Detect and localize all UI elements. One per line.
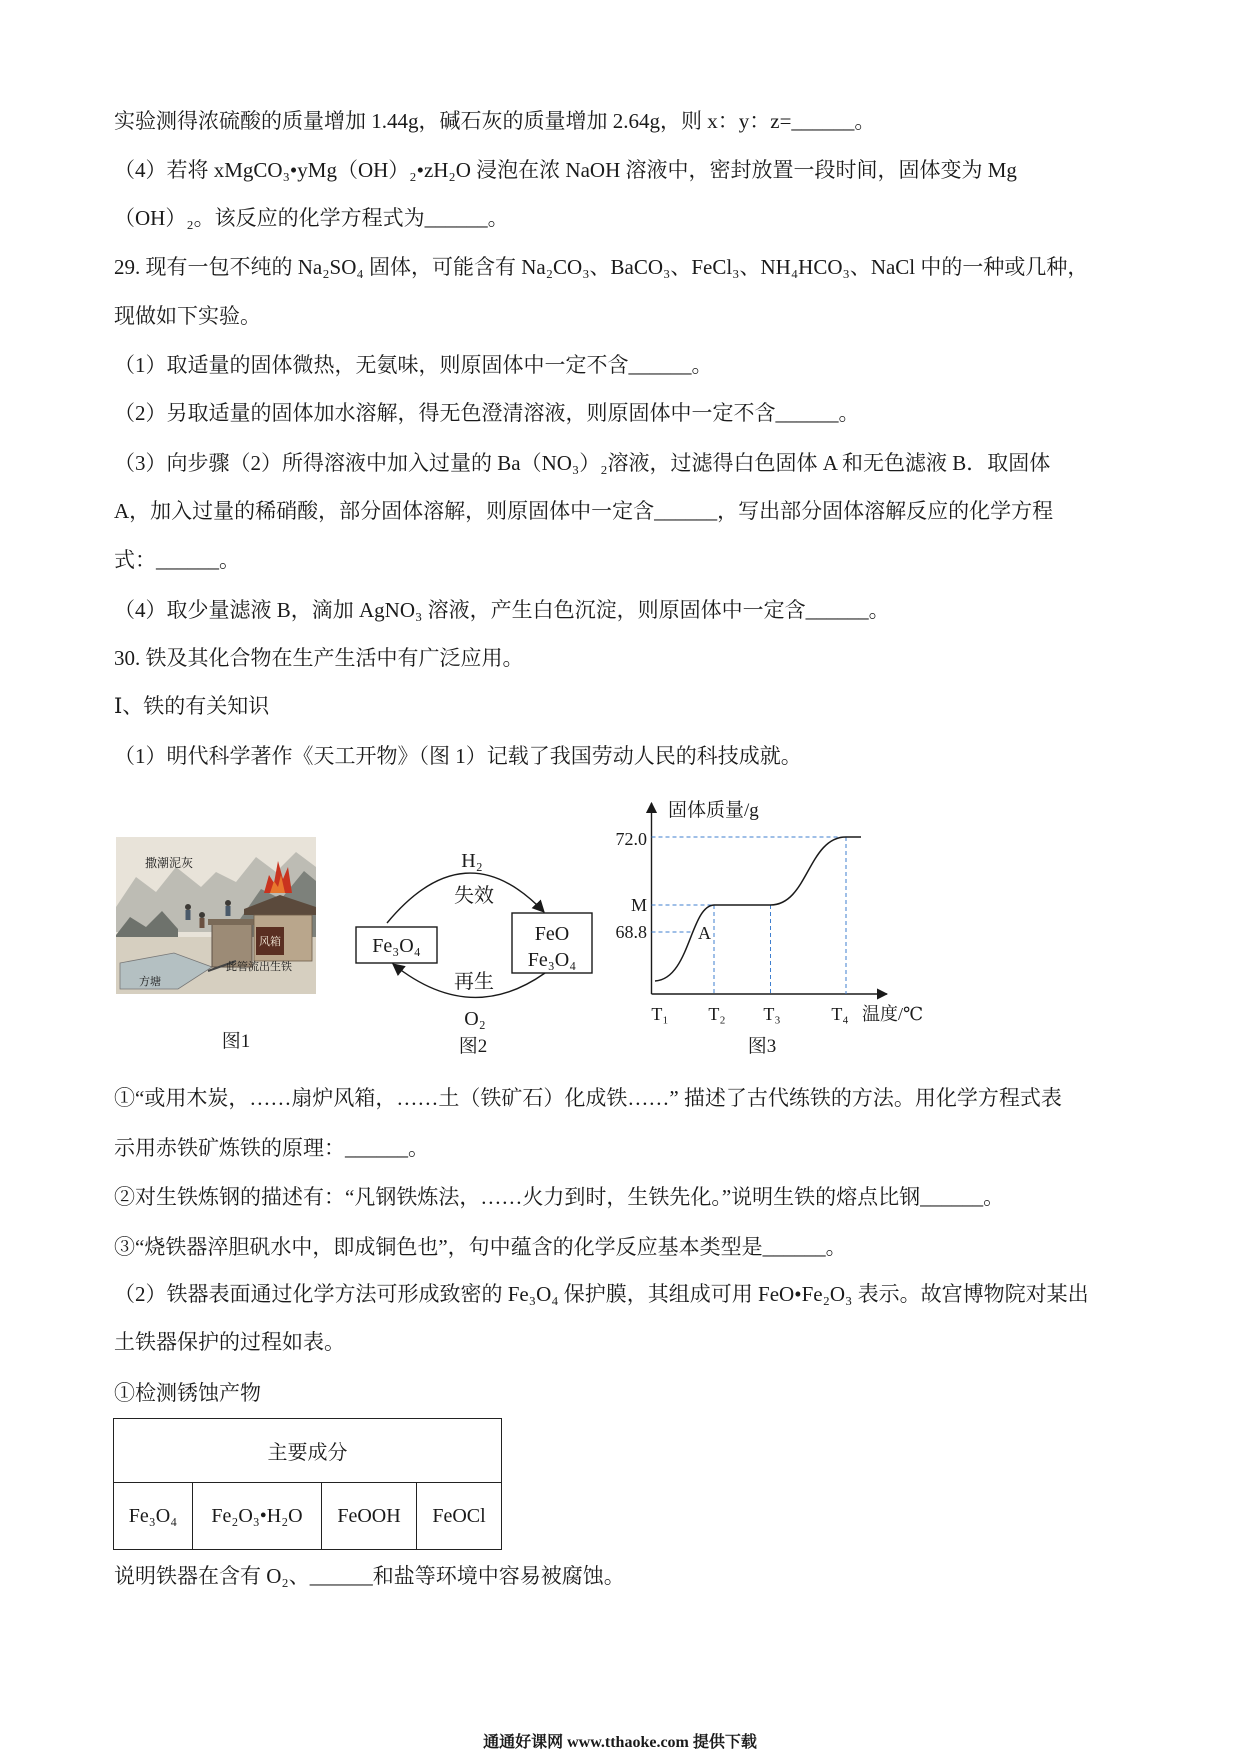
mass-curve — [655, 837, 861, 981]
prev-question-part4-line2: （OH）₂。该反应的化学方程式为______。 — [114, 206, 509, 230]
right-box-formula-2: Fe₃O₄ — [527, 949, 577, 971]
top-reagent: H₂ — [461, 850, 483, 872]
label-pipe: 此管流出生铁 — [226, 961, 292, 973]
y-tick-72-0: 72.0 — [615, 829, 647, 849]
furnace-rim — [208, 919, 256, 925]
q29-stem-line1: 29. 现有一包不纯的 Na₂SO₄ 固体，可能含有 Na₂CO₃、BaCO₃、FeCl₃、NH₄HCO₃、NaCl 中的一种或几种， — [114, 255, 1089, 279]
q30-item3: ③“烧铁器淬胆矾水中，即成铜色也”，句中蕴含的化学反应基本类型是______。 — [114, 1235, 847, 1259]
figure-3-graph — [600, 795, 940, 1030]
q29-part1: （1）取适量的固体微热，无氨味，则原固体中一定不含______。 — [114, 353, 713, 377]
q30-conclusion: 说明铁器在含有 O₂、______和盐等环境中容易被腐蚀。 — [114, 1564, 625, 1588]
prev-question-result-line: 实验测得浓硫酸的质量增加 1.44g，碱石灰的质量增加 2.64g，则 x：y：z=______。 — [114, 109, 876, 133]
top-process-label: 失效 — [454, 885, 494, 907]
table-header-row — [114, 1419, 502, 1483]
y-tick-m: M — [630, 895, 647, 915]
figure-3-caption: 图3 — [747, 1036, 777, 1057]
figure-2-caption: 图2 — [458, 1036, 488, 1057]
q29-part4: （4）取少量滤液 B，滴加 AgNO₃ 溶液，产生白色沉淀，则原固体中一定含______。 — [114, 598, 890, 622]
q29-part2: （2）另取适量的固体加水溶解，得无色澄清溶液，则原固体中一定不含______。 — [114, 401, 860, 425]
point-a-label: A — [698, 923, 711, 943]
right-box-formula-1: FeO — [534, 923, 570, 945]
q29-part3-line2: A，加入过量的稀硝酸，部分固体溶解，则原固体中一定含______，写出部分固体溶解反应的化学方程 — [114, 499, 1054, 523]
prev-question-part4-line1: （4）若将 xMgCO₃•yMg（OH）₂•zH₂O 浸泡在浓 NaOH 溶液中，密封放置一段时间，固体变为 Mg — [114, 158, 1017, 182]
left-box-formula: Fe₃O₄ — [372, 935, 421, 957]
q30-stem: 30. 铁及其化合物在生产生活中有广泛应用。 — [114, 646, 524, 670]
q30-part1-intro: （1）明代科学著作《天工开物》（图 1）记载了我国劳动人民的科技成就。 — [114, 744, 802, 768]
table-cell: Fe₂O₃•H₂O — [193, 1483, 322, 1550]
x-tick-t3: T₃ — [763, 1004, 781, 1024]
q29-part3-line3: 式：______。 — [114, 548, 240, 572]
table-cell: Fe₃O₄ — [114, 1483, 193, 1550]
q30-step1-title: ①检测锈蚀产物 — [114, 1381, 261, 1405]
rust-products-table — [113, 1418, 502, 1550]
figure-1-caption: 图1 — [221, 1031, 251, 1052]
label-pond: 方塘 — [139, 976, 161, 988]
label-bellows: 风箱 — [259, 936, 281, 948]
q30-item2: ②对生铁炼钢的描述有：“凡钢铁炼法，……火力到时，生铁先化。”说明生铁的熔点比钢______。 — [114, 1185, 1005, 1209]
x-tick-t1: T₁ — [651, 1004, 669, 1024]
bottom-reagent: O₂ — [464, 1008, 486, 1030]
q30-item1-line1: ①“或用木炭，……扇炉风箱，……土（铁矿石）化成铁……” 描述了古代练铁的方法。用化学方程式表 — [114, 1086, 1062, 1110]
x-tick-t2: T₂ — [708, 1004, 726, 1024]
q29-part3-line1: （3）向步骤（2）所得溶液中加入过量的 Ba（NO₃）₂溶液，过滤得白色固体 A 和无色滤液 B．取固体 — [114, 451, 1051, 475]
bottom-process-label: 再生 — [454, 971, 494, 993]
page-footer: 通通好课网 www.tthaoke.com 提供下载 — [483, 1734, 757, 1751]
x-tick-t4: T₄ — [831, 1004, 849, 1024]
y-axis-label: 固体质量/g — [668, 800, 759, 821]
q29-stem-line2: 现做如下实验。 — [114, 304, 261, 328]
table-cell: FeOOH — [322, 1483, 417, 1550]
figure-2-cycle-diagram — [340, 840, 610, 1035]
q30-part2-line2: 土铁器保护的过程如表。 — [114, 1330, 345, 1354]
table-cell: FeOCl — [417, 1483, 502, 1550]
table-row — [114, 1483, 502, 1550]
q30-section-title: Ⅰ、铁的有关知识 — [114, 694, 270, 718]
figure-1-illustration — [116, 837, 316, 994]
dashed-guides — [652, 837, 847, 994]
label-sa-chao-ni-hui: 撒潮泥灰 — [144, 856, 194, 870]
q30-item1-line2: 示用赤铁矿炼铁的原理：______。 — [114, 1136, 429, 1160]
x-axis-label: 温度/℃ — [862, 1004, 924, 1024]
y-tick-68-8: 68.8 — [615, 922, 647, 942]
q30-part2-line1: （2）铁器表面通过化学方法可形成致密的 Fe₃O₄ 保护膜，其组成可用 FeO•Fe₂O₃ 表示。故宫博物院对某出 — [114, 1282, 1089, 1306]
table-header-cell: 主要成分 — [114, 1419, 502, 1483]
